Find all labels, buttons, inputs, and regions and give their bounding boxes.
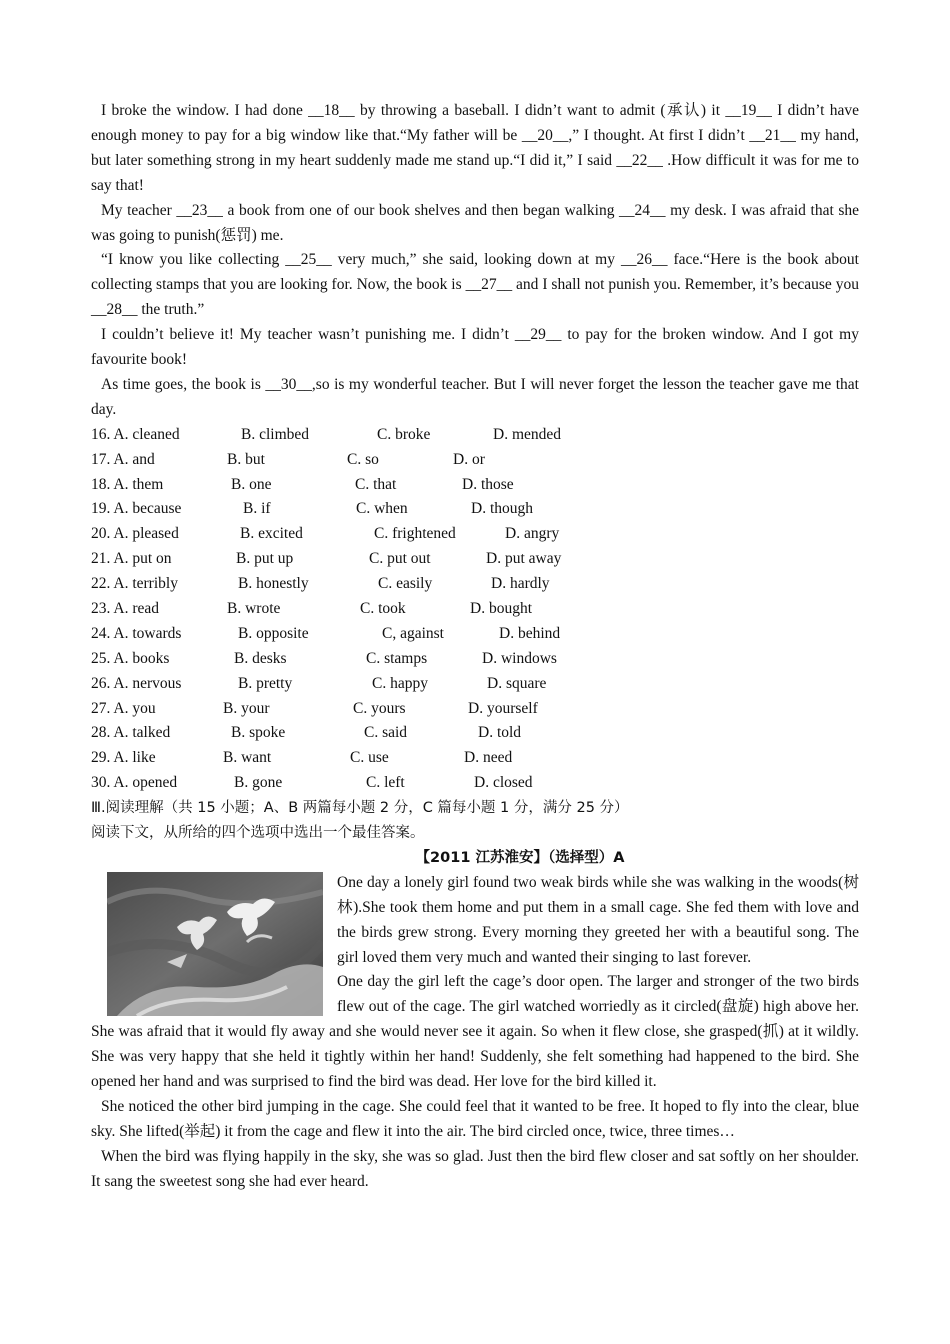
option-a: 21. A. put on — [91, 550, 172, 568]
option-b: B. if — [243, 500, 271, 518]
option-row — [91, 522, 859, 547]
option-a: 27. A. you — [91, 699, 156, 717]
option-row — [91, 497, 859, 522]
option-b: B. one — [231, 475, 272, 493]
option-b: B. want — [223, 749, 272, 767]
option-row — [91, 572, 859, 597]
option-row — [91, 672, 859, 697]
option-c: C. broke — [377, 425, 431, 443]
option-d: D. or — [453, 450, 485, 468]
section-title: Ⅲ.阅读理解（共 15 小题；A、B 两篇每小题 2 分，C 篇每小题 1 分，满分 25 分） — [91, 800, 629, 817]
option-c: C. frightened — [374, 525, 456, 543]
option-b: B. excited — [240, 525, 303, 543]
option-d: D. behind — [499, 624, 561, 642]
option-c: C. easily — [378, 575, 433, 593]
option-c: C. took — [360, 600, 406, 618]
option-c: C. put out — [369, 550, 431, 568]
option-c: C. so — [347, 450, 379, 468]
option-c: C. happy — [372, 674, 428, 692]
option-d: D. mended — [493, 425, 562, 443]
option-a: 17. A. and — [91, 450, 155, 468]
reading-paragraph-2: One day the girl left the cage’s door open. The larger and stronger of the two birds flew out of the cage. The girl watched worriedly as it circled(盘旋) high above her. She was afraid that it would fly away and she would never see it again. So when it flew close, she grasped(抓) at it wildly. She was very happy that she held it tightly within her hand! Suddenly, she felt something had happened to the bird. She opened her hand and was surprised to find the bird was dead. Her love for the bird killed it. — [91, 973, 859, 1091]
option-b: B. desks — [234, 649, 287, 667]
option-row — [91, 697, 859, 722]
option-b: B. climbed — [241, 425, 310, 443]
option-c: C. left — [366, 774, 405, 792]
option-b: B. put up — [236, 550, 294, 568]
document-content — [91, 99, 859, 1195]
option-a: 18. A. them — [91, 475, 164, 493]
option-b: B. but — [227, 450, 265, 468]
option-d: D. hardly — [491, 575, 550, 593]
reading-paragraph-4: When the bird was flying happily in the sky, she was so glad. Just then the bird flew closer and sat softly on her shoulder. It sang the sweetest song she had ever heard. — [91, 1147, 859, 1190]
reading-passage-a — [91, 871, 859, 1195]
option-a: 23. A. read — [91, 600, 160, 618]
option-d: D. though — [471, 500, 533, 518]
option-a: 20. A. pleased — [91, 525, 179, 543]
option-b: B. your — [223, 699, 270, 717]
birds-illustration — [107, 872, 323, 1016]
option-a: 30. A. opened — [91, 774, 178, 792]
option-b: B. pretty — [238, 674, 293, 692]
option-d: D. closed — [474, 774, 533, 792]
option-row — [91, 622, 859, 647]
option-a: 22. A. terribly — [91, 575, 178, 593]
option-d: D. square — [487, 674, 547, 692]
option-c: C, against — [382, 624, 444, 642]
cloze-paragraph-5: As time goes, the book is __30__,so is my wonderful teacher. But I will never forget the lesson the teacher gave me that day. — [91, 375, 859, 418]
options-list — [91, 423, 859, 796]
option-a: 24. A. towards — [91, 624, 182, 642]
option-a: 29. A. like — [91, 749, 156, 767]
option-d: D. those — [462, 475, 514, 493]
option-d: D. need — [464, 749, 513, 767]
option-row — [91, 746, 859, 771]
option-a: 19. A. because — [91, 500, 182, 518]
option-c: C. stamps — [366, 649, 428, 667]
reading-paragraph-1: One day a lonely girl found two weak birds while she was walking in the woods(树林).She took them home and put them in a small cage. She fed them with love and the birds grew strong. Every morning they greeted her with a beautiful song. The girl loved them very much and wanted their singing to last forever. — [337, 873, 859, 966]
option-row — [91, 597, 859, 622]
option-b: B. spoke — [231, 724, 286, 742]
option-d: D. angry — [505, 525, 560, 543]
option-a: 16. A. cleaned — [91, 425, 180, 443]
option-row — [91, 423, 859, 448]
option-c: C. said — [364, 724, 408, 742]
option-row — [91, 448, 859, 473]
option-d: D. bought — [470, 600, 532, 618]
option-d: D. put away — [486, 550, 562, 568]
option-a: 25. A. books — [91, 649, 170, 667]
option-a: 28. A. talked — [91, 724, 171, 742]
option-c: C. when — [356, 500, 408, 518]
option-row — [91, 647, 859, 672]
option-d: D. yourself — [468, 699, 538, 717]
cloze-paragraph-3: “I know you like collecting __25__ very much,” she said, looking down at my __26__ face.“Here is the book about collecting stamps that you are looking for. Now, the book is __27__ and I shall not punish you. Remember, it’s because you __28__ the truth.” — [91, 251, 859, 319]
cloze-paragraph-2: My teacher __23__ a book from one of our book shelves and then began walking __24__ my desk. I was afraid that she was going to punish(惩罚) me. — [91, 201, 859, 244]
option-d: D. windows — [482, 649, 557, 667]
option-row — [91, 473, 859, 498]
reading-paragraph-3: She noticed the other bird jumping in the cage. She could feel that it wanted to be free. It hoped to fly into the clear, blue sky. She lifted(举起) it from the cage and flew it into the air. The bird circled once, twice, three times… — [91, 1098, 859, 1140]
option-row — [91, 547, 859, 572]
option-a: 26. A. nervous — [91, 674, 182, 692]
option-row — [91, 721, 859, 746]
option-c: C. use — [350, 749, 389, 767]
option-c: C. yours — [353, 699, 406, 717]
option-d: D. told — [478, 724, 522, 742]
option-b: B. gone — [234, 774, 283, 792]
option-c: C. that — [355, 475, 397, 493]
cloze-paragraph-1: I broke the window. I had done __18__ by throwing a baseball. I didn’t want to admit (承认) it __19__ I didn’t have enough money to pay for a big window like that.“My father will be __20__,” I thought. At first I didn’t __21__ my hand, but later something strong in my heart suddenly made me stand up.“I did it,” I said __22__ .How difficult it was for me to say that! — [91, 102, 859, 194]
option-b: B. wrote — [227, 600, 281, 618]
section-instruction: 阅读下文，从所给的四个选项中选出一个最佳答案。 — [91, 825, 425, 842]
option-b: B. opposite — [238, 624, 309, 642]
option-row — [91, 771, 859, 796]
passage-heading: 【2011 江苏淮安】（选择型）A — [415, 849, 625, 866]
cloze-paragraph-4: I couldn’t believe it! My teacher wasn’t punishing me. I didn’t __29__ to pay for the broken window. And I got my favourite book! — [91, 326, 859, 369]
option-b: B. honestly — [238, 575, 309, 593]
